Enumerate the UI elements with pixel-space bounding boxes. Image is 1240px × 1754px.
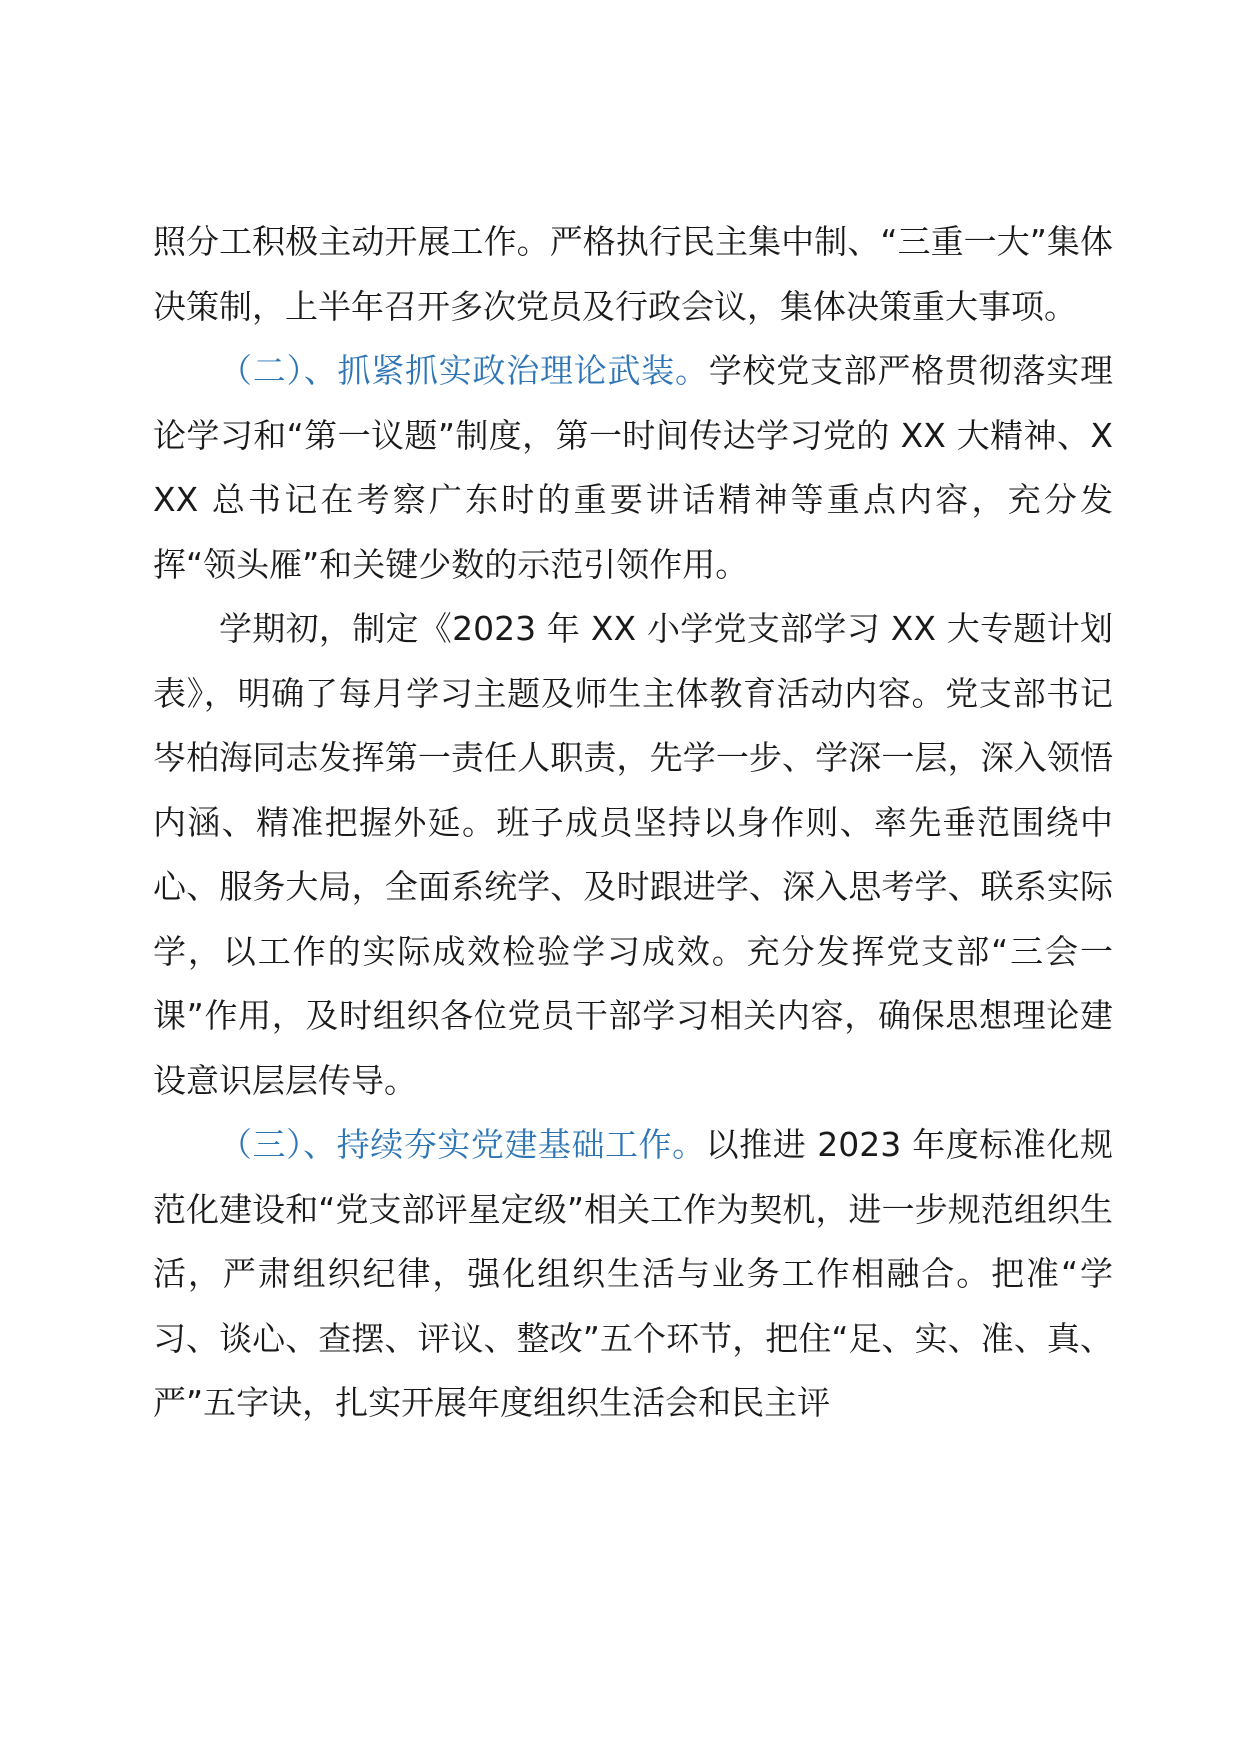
paragraph-continuation <box>153 210 1113 339</box>
paragraph-section-3 <box>153 1113 1113 1436</box>
paragraph-section-2 <box>153 339 1113 597</box>
section-heading: （二）、抓紧抓实政治理论武装。 <box>219 351 709 390</box>
paragraph-study-plan <box>153 597 1113 1113</box>
paragraph-text: 照分工积极主动开展工作。严格执行民主集中制、“三重一大”集体决策制，上半年召开多次党员及行政会议，集体决策重大事项。 <box>153 222 1113 326</box>
document-body <box>153 210 1113 1436</box>
paragraph-text: 学校党支部严格贯彻落实理论学习和“第一议题”制度，第一时间传达学习党的 XX 大精神、XXX 总书记在考察广东时的重要讲话精神等重点内容，充分发挥“领头雁”和关键少数的示范引领作用。 <box>153 351 1113 584</box>
section-heading: （三）、持续夯实党建基础工作。 <box>219 1125 706 1164</box>
paragraph-text: 学期初，制定《2023 年 XX 小学党支部学习 XX 大专题计划表》，明确了每月学习主题及师生主体教育活动内容。党支部书记岑柏海同志发挥第一责任人职责，先学一步、学深一层，深入领悟内涵、精准把握外延。班子成员坚持以身作则、率先垂范围绕中心、服务大局，全面系统学、及时跟进学、深入思考学、联系实际学，以工作的实际成效检验学习成效。充分发挥党支部“三会一课”作用，及时组织各位党员干部学习相关内容，确保思想理论建设意识层层传导。 <box>153 609 1113 1100</box>
paragraph-text: 以推进 2023 年度标准化规范化建设和“党支部评星定级”相关工作为契机，进一步规范组织生活，严肃组织纪律，强化组织生活与业务工作相融合。把准“学习、谈心、查摆、评议、整改”五个环节，把住“足、实、准、真、严”五字诀，扎实开展年度组织生活会和民主评 <box>153 1125 1113 1422</box>
